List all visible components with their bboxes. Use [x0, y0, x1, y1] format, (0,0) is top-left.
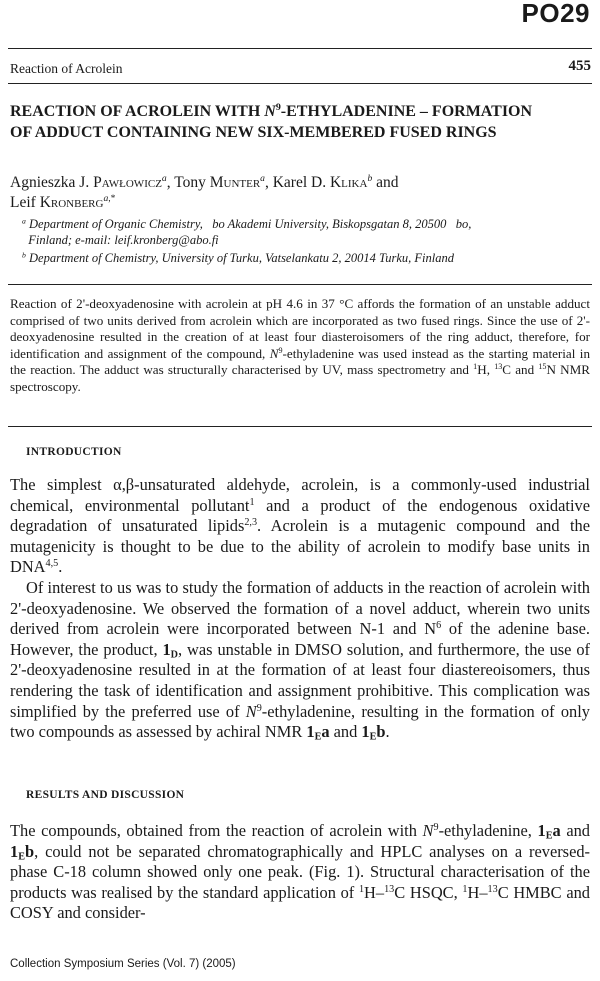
- results-body: [10, 821, 590, 924]
- paragraph: The simplest α,β-unsaturated aldehyde, acrolein, is a commonly-used industrial chemical, environmental pollutant$^1$ and a product of the endogenous oxidative degradation of unsaturated lipids$^{2,3}$. Acrolein is a mutagenic compound and the mutagenicity is thought to be due to the ability of acrolein to modify base units in DNA$^{4,5}$.: [10, 475, 590, 577]
- running-head: Reaction of Acrolein: [10, 61, 123, 76]
- abstract: Reaction of 2'-deoxyadenosine with acrolein at pH 4.6 in 37 °C affords the formation of an unstable adduct comprised of two units derived from acrolein which are incorporated as two fused rings. Since the use of 2'-deoxyadenosine resulted in the creation of at least four diasteroisomers of the ring adduct, therefore, for identification and assignment of the compound, $N^9$-ethyladenine was used instead as the starting material in the reaction. The adduct was structurally characterised by UV, mass spectrometry and $^1$H, $^{13}$C and $^{15}$N NMR spectroscopy.: [10, 296, 590, 394]
- author: Leif Kronberg$^{a,*}$: [10, 193, 116, 211]
- paper-code: PO29: [521, 0, 590, 28]
- affiliation-b: $^b$ Department of Chemistry, University of Turku, Vatselankatu 2, 20014 Turku, Finland: [22, 250, 454, 265]
- paper-title: REACTION OF ACROLEIN WITH $N^9$-ETHYLADENINE – FORMATION OF ADDUCT CONTAINING NEW SIX-MEMBERED FUSED RINGS: [10, 102, 533, 141]
- abstract-bottom-rule: [8, 426, 592, 427]
- section-heading-introduction: INTRODUCTION: [26, 446, 122, 458]
- introduction-body: [10, 475, 590, 743]
- section-heading-results: RESULTS AND DISCUSSION: [26, 789, 185, 801]
- abstract-top-rule: [8, 284, 592, 285]
- header-rule: [8, 83, 592, 84]
- paragraph: Of interest to us was to study the formation of adducts in the reaction of acrolein with 2'-deoxyadenosine. We observed the formation of a novel adduct, wherein two units derived from acrolein were incorporated between N-1 and $N^6$ of the adenine base. However, the product, $1_D$, was unstable in DMSO solution, and furthermore, the use of 2'-deoxyadenosine resulted in at the formation of at least four diastereoisomers, thus rendering the task of identification and assignment prohibitive. This complication was simplified by the preferred use of $N^9$-ethyladenine, resulting in the formation of only two compounds as assessed by achiral NMR $1_Ea$ and $1_Eb$.: [10, 577, 591, 743]
- footer-citation: Collection Symposium Series (Vol. 7) (2005): [10, 958, 236, 970]
- author: Agnieszka J. Pawłowicz$^a$: [10, 173, 167, 191]
- paragraph: The compounds, obtained from the reaction of acrolein with $N^9$-ethyladenine, $1_Ea$ and $1_Eb$, could not be separated chromatographically and HPLC analyses on a reversed-phase C-18 column showed only one peak. (Fig. 1). Structural characterisation of the products was realised by the standard application of $^1$H–$^{13}$C HSQC, $^1$H–$^{13}$C HMBC and COSY and consider-: [10, 821, 590, 923]
- author-list: Agnieszka J. Pawłowicz$^a$, Tony Munter$^a$, Karel D. Klika$^b$ and Leif Kronberg$^{a,*}$: [10, 173, 399, 211]
- author: Karel D. Klika$^b$: [272, 173, 373, 191]
- top-rule: [8, 48, 592, 49]
- page-number: 455: [568, 58, 591, 74]
- author: Tony Munter$^a$: [174, 173, 265, 191]
- affiliation-a: $^a$ Department of Organic Chemistry, bo Akademi University, Biskopsgatan 8, 20500 bo, Finland; e-mail: leif.kronberg@abo.fi: [22, 216, 472, 247]
